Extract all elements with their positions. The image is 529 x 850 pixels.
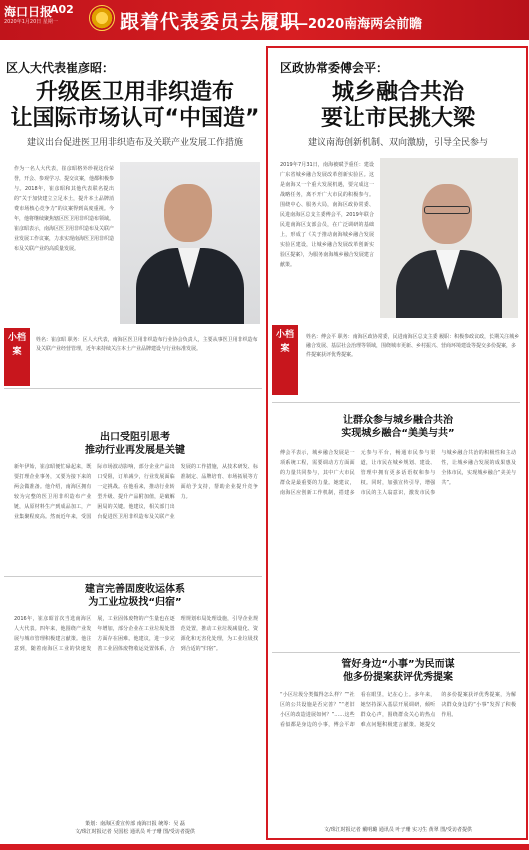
right-profile-label: 小档案 (272, 325, 298, 395)
left-headline (10, 80, 260, 132)
right-profile: 姓名：傅会平 职务：南海区政协常委，民进南海区总支主委 履职：积极参政议政，长期关注城乡融合发展、基层社会治理等领域，围绕城市更新、乡村振兴、营商环境建设等提交多份提案，多件提案获评优秀提案。 (306, 334, 520, 358)
banner-title: 跟着代表委员去履职 (120, 11, 301, 33)
right-headline-line-2: 要让市民挑大梁 (320, 106, 475, 131)
right-section2-title (276, 658, 520, 684)
issue-date: 2020年1月20日 星期一 (4, 19, 58, 25)
left-footer (10, 820, 260, 836)
right-portrait-photo (380, 158, 518, 318)
left-lead-paragraph: 作为一名人大代表，崔彦昭格外珍视这份荣誉，开会、参观学习、提交议案，他都积极参与。2018年，崔彦昭和其他代表联名提出的“关于加快建立立足本土，提升本土品牌消费市场核心竞争力”的议案得到高度重视。今年，他将继续聚焦辖区医卫用非织造布领域。崔彦昭表示，南海区医卫用非织造布及关联产业发展工作议案，力求实现南海医卫用非织造布及关联产业的高质量发展。 (14, 166, 115, 252)
right-section2-body: “小区垃圾分类做得怎么样？”“社区的公共设施是否完善？”“老旧小区的改造进展如何？”……这些看似都是身边的小事，傅会平却看在眼里，记在心上。多年来，她坚持深入基层开展调研，倾听群众心声，围绕群众关心的热点难点问题积极建言献策。她提交的多份提案获评优秀提案，为解决群众身边的“小事”发挥了积极作用。 (280, 692, 516, 728)
right-section1-title-line-2: 实现城乡融合“美美与共” (341, 428, 455, 439)
left-divider-2 (4, 576, 262, 577)
right-section1-title (276, 414, 520, 440)
left-section2-title-line-1: 建言完善固废收运体系 (85, 584, 185, 595)
right-lead-paragraph: 2019年7月31日，南海被赋予重任：建设广东省城乡融合发展改革创新实验区。这是南海又一个重大发展机遇，要完成这一战略任务，离不开广大市民的积极参与。围绕中心、服务大局，南海区政协常委、民进南海区总支主委傅会平，2019年联合民进南海区支部会员，在广泛调研的基础上，形成了《关于推动南海城乡融合发展实验区建设，让城乡融合发展改革创新实验区提案》，为服务南海城乡融合发展建言献策。 (280, 162, 374, 268)
banner-subtitle: ——2020南海两会前瞻 (282, 17, 423, 32)
left-section1-title (10, 431, 260, 457)
left-headline-line-2: 让国际市场认可“中国造” (10, 106, 260, 131)
right-kicker: 区政协常委傅会平： (280, 61, 389, 75)
left-kicker: 区人大代表崔彦昭： (6, 61, 115, 75)
left-deck: 建议出台促进医卫用非织造布及关联产业发展工作措施 (26, 138, 243, 148)
right-deck: 建议南海创新机制、双向激励，引导全民参与 (307, 138, 488, 148)
masthead-name: 海口日报 (4, 5, 53, 19)
national-emblem-icon (89, 5, 115, 31)
right-headline-line-1: 城乡融合共治 (331, 80, 464, 105)
right-headline (276, 80, 520, 132)
left-section1-body: 新年伊始，崔彦昭便忙碌起来，既要打理企业事务，又要为接下来的两会做准备。他介绍，南海区拥有较为完整的医卫用非织造布产业链，从原材料生产到成品加工，产业集聚程度高。然而近年来，受国际市场波动影响，部分企业产品出口受阻，订单减少，行业发展面临一定挑战。在他看来，推动行业转型升级、提升产品附加值，是破解困局的关键。他建议，相关部门出台促进医卫用非织造布及关联产业发展的工作措施，从技术研发、标准制定、品牌培育、市场拓展等方面给予支持，帮助企业提升竞争力。 (14, 464, 258, 520)
left-headline-line-1: 升级医卫用非织造布 (35, 80, 234, 105)
left-section2-body: 2016年，崔彦昭首次当选南海区人大代表。四年来，他围绕产业发展与城市管理积极建言献策。他注意到，随着南海区工业的快速发展，工业固体废物的产生量也在逐年增加，部分企业在工业垃圾处置方面存在困难。他建议，进一步完善工业固体废物收运处置体系，合理规划布局处理设施，引导企业规范处置，推动工业垃圾减量化、资源化和无害化处理，为工业垃圾找到合适的“归宿”。 (14, 616, 258, 652)
left-footer-line-1: 策划：南海区委宣传部 南海日报 统筹：吴 磊 (85, 821, 185, 827)
right-section2-title-line-1: 管好身边“小事”为民而谋 (341, 659, 455, 670)
left-section1-title-line-1: 出口受阻引思考 (100, 432, 170, 443)
right-divider-2 (272, 652, 520, 653)
left-section1-title-line-2: 推动行业再发展是关键 (85, 445, 185, 456)
right-footer: 文/珠江时报记者 戴明璐 通讯员 叶子珊 实习生 黄翠 图/受访者提供 (324, 827, 472, 833)
left-divider-1 (4, 388, 262, 389)
bottom-strip (0, 844, 529, 850)
right-section1-body: 傅会平表示，城乡融合发展是一项系统工程，需要调动方方面面的力量共同参与，其中广大市民群众是最重要的力量。她建议，南海区应创新工作机制，搭建多元参与平台，畅通市民参与渠道，让市民在城乡规划、建设、管理中拥有更多话语权和参与权。同时，加强宣传引导，增强市民的主人翁意识，激发市民参与城乡融合共治的积极性和主动性，让城乡融合发展的成果惠及全体市民，实现城乡融合“美美与共”。 (280, 450, 516, 496)
left-profile-label: 小档案 (4, 328, 30, 386)
right-section2-title-line-2: 他多份提案获评优秀提案 (343, 672, 453, 683)
right-section1-title-line-1: 让群众参与城乡融合共治 (343, 415, 453, 426)
left-portrait-photo (120, 162, 260, 324)
left-section2-title (10, 583, 260, 609)
left-section2-title-line-2: 为工业垃圾找“归宿” (88, 597, 182, 608)
right-divider-1 (272, 402, 520, 403)
left-profile: 姓名：崔彦昭 职务：区人大代表，南海区医卫用非织造布行业协会负责人，主要从事医卫用非织造布及关联产业经营管理，近年来持续关注本土产业品牌建设与行业标准发展。 (36, 337, 258, 352)
left-footer-line-2: 文/珠江时报记者 吴国松 通讯员 叶子珊 图/受访者提供 (75, 829, 195, 835)
page-number: A02 (50, 3, 74, 16)
